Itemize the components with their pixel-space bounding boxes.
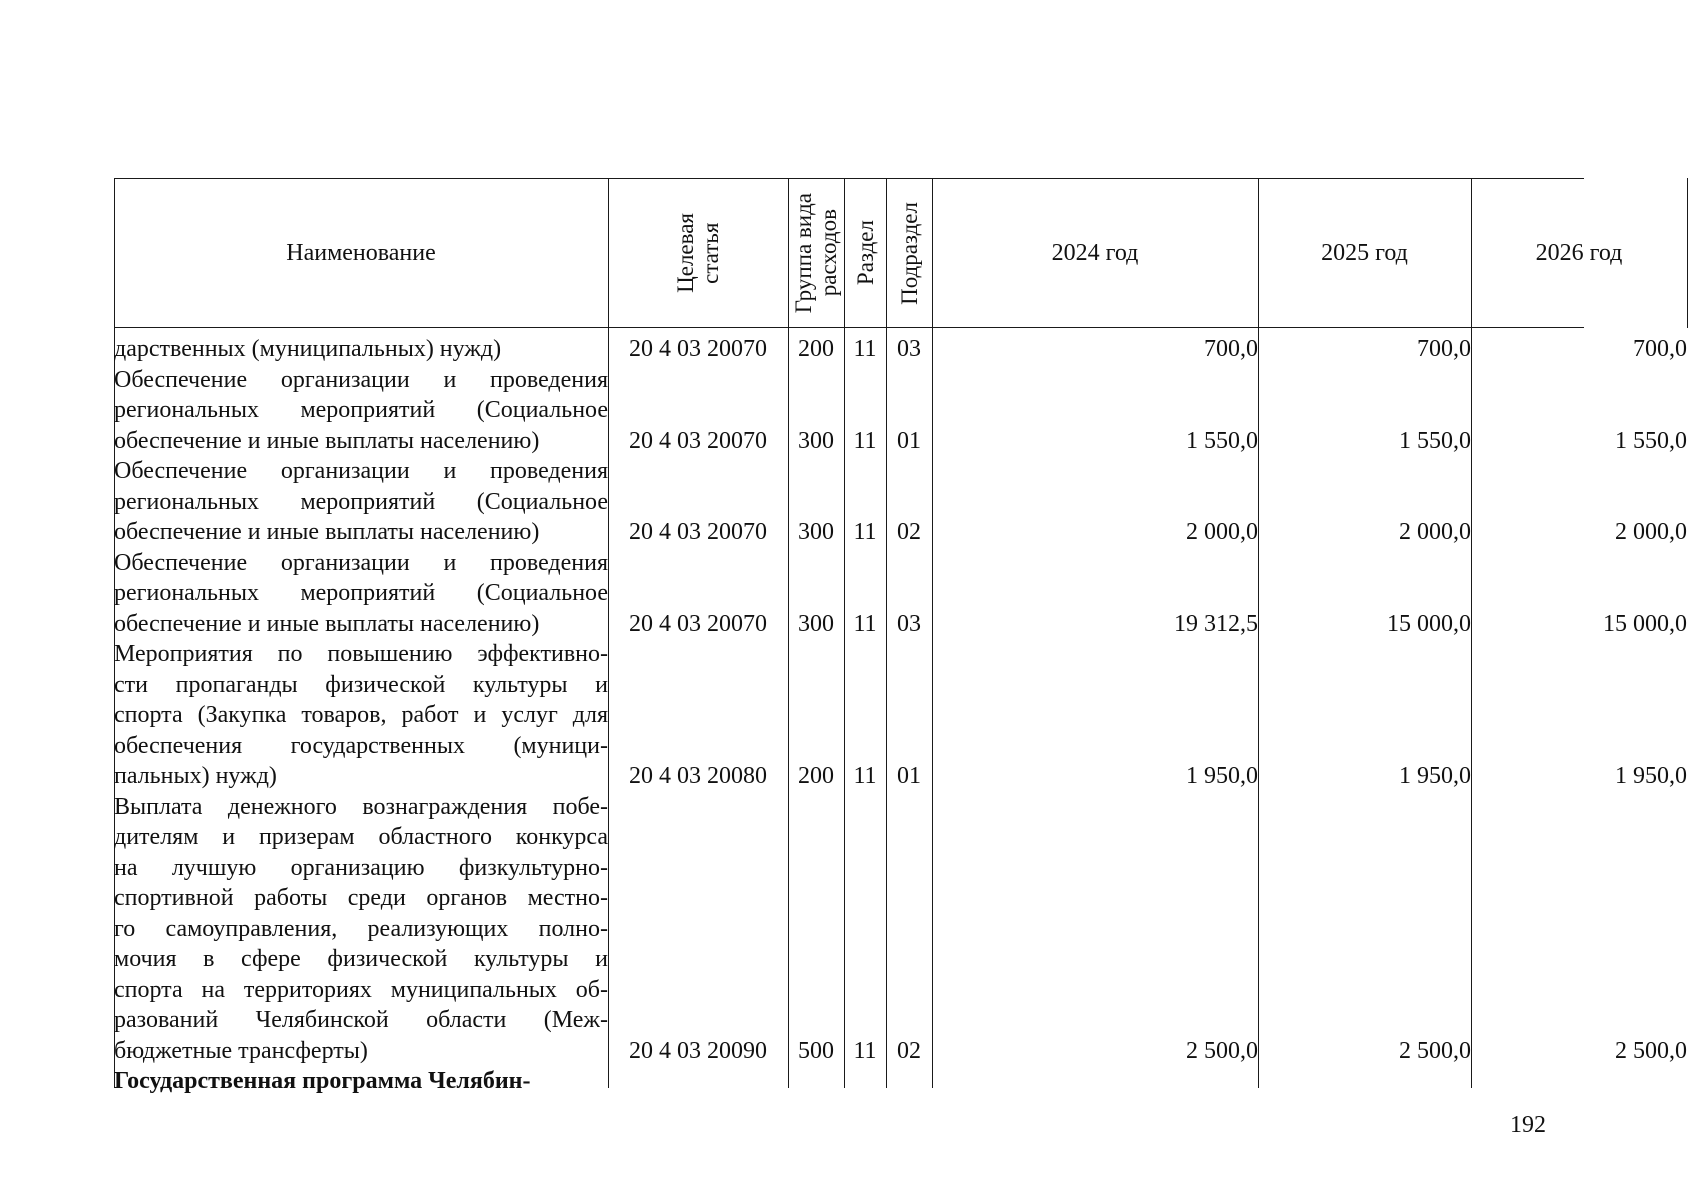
row-section: 11 bbox=[853, 519, 877, 545]
row-name-line: обеспечение и иные выплаты населению) bbox=[114, 427, 540, 454]
header-group bbox=[788, 178, 844, 328]
page-number: 192 bbox=[1510, 1112, 1546, 1138]
header-y2025 bbox=[1258, 178, 1471, 328]
row-target-code: 20 4 03 20070 bbox=[629, 427, 767, 454]
row-amount-2024: 700,0 bbox=[1204, 336, 1258, 362]
row-name-line: пальных) нужд) bbox=[114, 763, 277, 789]
row-subsection bbox=[886, 1066, 932, 1097]
header-name-text: Наименование bbox=[286, 239, 436, 266]
header-y2025-text: 2025 год bbox=[1321, 239, 1408, 266]
row-name-line: обеспечение и иные выплаты населению) bbox=[114, 610, 540, 637]
header-target-line1: Целевая bbox=[673, 213, 698, 293]
row-amount-2025: 700,0 bbox=[1417, 336, 1471, 362]
row-name-line: спортивной работы среди органов местно- bbox=[114, 885, 608, 911]
row-amount-2025: 2 500,0 bbox=[1399, 1037, 1471, 1064]
header-name bbox=[114, 178, 608, 328]
header-section bbox=[844, 178, 886, 328]
row-amount-2024: 19 312,5 bbox=[1174, 610, 1258, 637]
row-name-line: обеспечение и иные выплаты населению) bbox=[114, 519, 540, 545]
row-name-line: мочия в сфере физической культуры и bbox=[114, 946, 608, 972]
row-section: 11 bbox=[853, 336, 877, 362]
row-name-line: бюджетные трансферты) bbox=[114, 1037, 368, 1064]
row-name-line: разований Челябинской области (Меж- bbox=[114, 1007, 608, 1033]
row-target-code: 20 4 03 20080 bbox=[629, 763, 767, 789]
header-y2026-text: 2026 год bbox=[1535, 239, 1623, 266]
row-amount-2026: 700,0 bbox=[1633, 336, 1687, 362]
header-y2024-text: 2024 год bbox=[1051, 239, 1139, 266]
row-name-line: дителям и призерам областного конкурса bbox=[114, 824, 608, 850]
row-expense-group: 500 bbox=[798, 1037, 834, 1064]
row-name-line: на лучшую организацию физкультурно- bbox=[114, 854, 608, 881]
row-amount-2026: 1 550,0 bbox=[1615, 427, 1687, 454]
row-expense-group: 200 bbox=[798, 336, 834, 362]
row-amount-2024: 2 500,0 bbox=[1186, 1037, 1258, 1064]
row-target-code: 20 4 03 20070 bbox=[629, 519, 767, 545]
row-amount-2026 bbox=[1471, 1066, 1687, 1097]
row-target-code: 20 4 03 20070 bbox=[629, 610, 767, 637]
row-section: 11 bbox=[853, 1037, 877, 1064]
row-amount-2024: 1 950,0 bbox=[1186, 763, 1258, 789]
row-expense-group bbox=[788, 1066, 844, 1097]
row-amount-2025 bbox=[1258, 1066, 1471, 1097]
row-amount-2026: 15 000,0 bbox=[1603, 610, 1687, 637]
header-target-line2: статья bbox=[698, 222, 723, 284]
budget-table bbox=[114, 178, 1687, 1094]
header-group-line2: расходов bbox=[816, 209, 841, 297]
row-amount-2025: 1 950,0 bbox=[1399, 763, 1471, 789]
header-group-text bbox=[791, 193, 841, 313]
header-y2026 bbox=[1471, 178, 1687, 328]
header-section-text: Раздел bbox=[852, 220, 878, 286]
row-expense-group: 200 bbox=[798, 763, 834, 789]
row-name-line: Обеспечение организации и проведения bbox=[114, 549, 608, 576]
header-target-text bbox=[673, 213, 723, 293]
row-target-code: 20 4 03 20070 bbox=[629, 336, 767, 362]
row-name-line: Обеспечение организации и проведения bbox=[114, 458, 608, 484]
row-name-line: Обеспечение организации и проведения bbox=[114, 366, 608, 393]
row-amount-2025: 15 000,0 bbox=[1387, 610, 1471, 637]
row-subsection: 02 bbox=[897, 1037, 921, 1064]
row-name-line: го самоуправления, реализующих полно- bbox=[114, 915, 608, 942]
row-subsection: 03 bbox=[897, 336, 921, 362]
row-target-code bbox=[608, 1066, 788, 1097]
row-name-line: региональных мероприятий (Социальное bbox=[114, 580, 608, 606]
row-name-line: Государственная программа Челябин- bbox=[114, 1068, 531, 1094]
row-name-line: региональных мероприятий (Социальное bbox=[114, 488, 608, 515]
header-y2024 bbox=[932, 178, 1258, 328]
row-target-code: 20 4 03 20090 bbox=[629, 1037, 767, 1064]
header-subsection bbox=[886, 178, 932, 328]
row-name-line: региональных мероприятий (Социальное bbox=[114, 397, 608, 423]
row-section: 11 bbox=[853, 763, 877, 789]
row-subsection: 02 bbox=[897, 519, 921, 545]
row-expense-group: 300 bbox=[798, 610, 834, 637]
row-amount-2024: 2 000,0 bbox=[1186, 519, 1258, 545]
row-amount-2026: 1 950,0 bbox=[1615, 763, 1687, 789]
header-group-line1: Группа вида bbox=[791, 192, 816, 314]
header-target bbox=[608, 178, 788, 328]
row-amount-2024: 1 550,0 bbox=[1186, 427, 1258, 454]
row-expense-group: 300 bbox=[798, 519, 834, 545]
row-amount-2026: 2 000,0 bbox=[1615, 519, 1687, 545]
header-subsection-text: Подраздел bbox=[896, 201, 922, 305]
row-name-line: Выплата денежного вознаграждения побе- bbox=[114, 793, 608, 820]
row-subsection: 03 bbox=[897, 610, 921, 637]
row-expense-group: 300 bbox=[798, 427, 834, 454]
row-amount-2025: 1 550,0 bbox=[1399, 427, 1471, 454]
row-section: 11 bbox=[853, 427, 877, 454]
row-name-line: обеспечения государственных (муници- bbox=[114, 732, 608, 759]
row-amount-2026: 2 500,0 bbox=[1615, 1037, 1687, 1064]
row-name-line: сти пропаганды физической культуры и bbox=[114, 671, 608, 698]
row-name-line: спорта (Закупка товаров, работ и услуг для bbox=[114, 702, 608, 728]
row-subsection: 01 bbox=[897, 763, 921, 789]
row-name-line: дарственных (муниципальных) нужд) bbox=[114, 336, 502, 362]
row-section: 11 bbox=[853, 610, 877, 637]
row-subsection: 01 bbox=[897, 427, 921, 454]
row-amount-2025: 2 000,0 bbox=[1399, 519, 1471, 545]
row-section bbox=[844, 1066, 886, 1097]
row-amount-2024 bbox=[932, 1066, 1258, 1097]
row-name-line: спорта на территориях муниципальных об- bbox=[114, 976, 608, 1003]
row-name-line: Мероприятия по повышению эффективно- bbox=[114, 641, 608, 667]
